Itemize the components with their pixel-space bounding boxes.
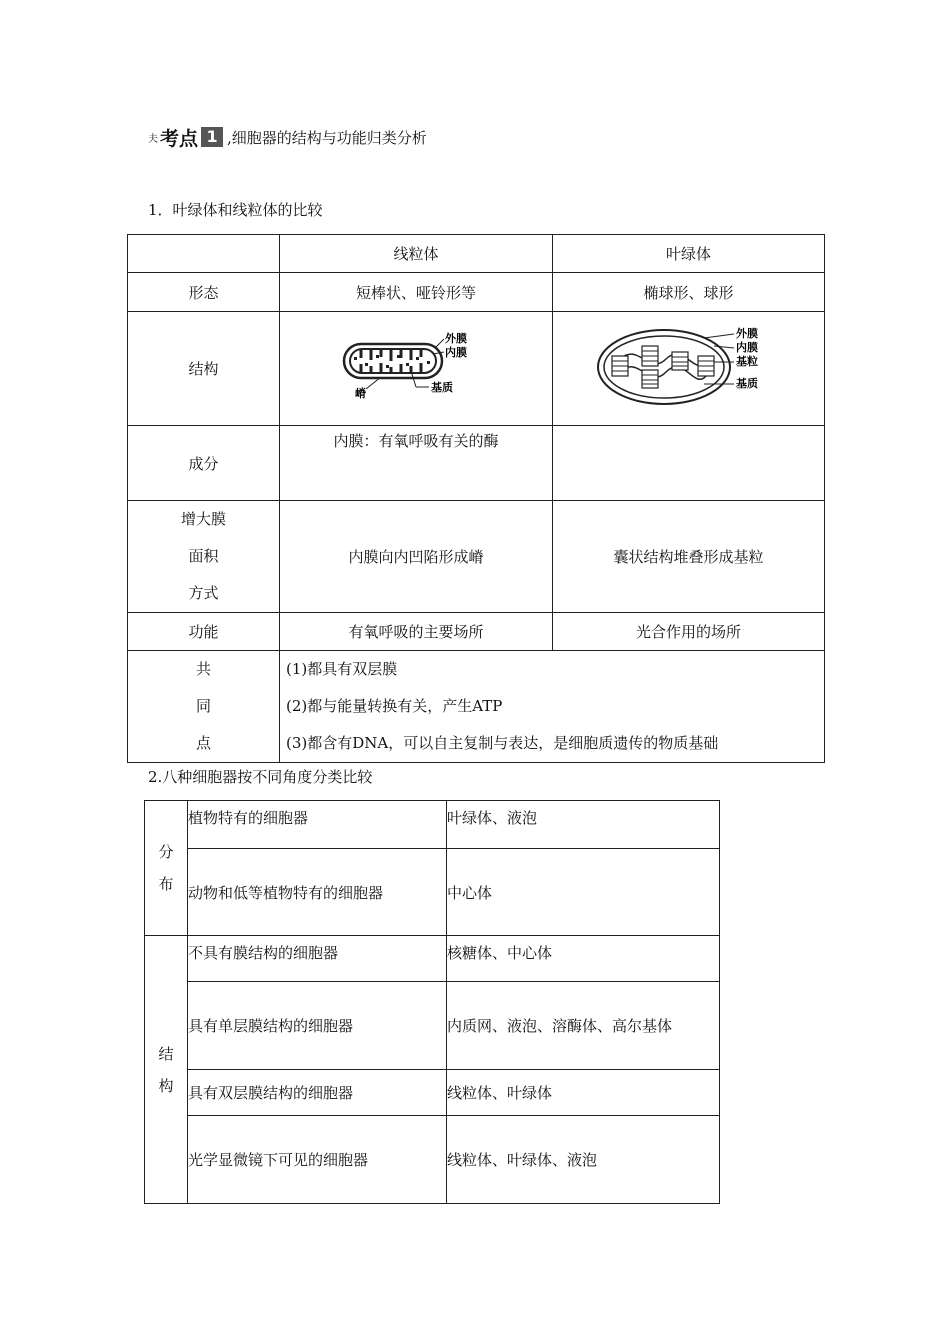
row-label-structure: 结构 [128, 312, 280, 426]
row-label-component: 成分 [128, 426, 280, 501]
table-row [145, 1070, 720, 1116]
heading-prefix: 夫 [148, 133, 158, 145]
group-label-structure: 结 构 [145, 936, 188, 1204]
mito-component: 内膜：有氧呼吸有关的酶 [280, 426, 553, 501]
row-common [128, 651, 825, 763]
organelle-list: 叶绿体、液泡 [447, 801, 720, 849]
chloro-label-outer: 外膜 [735, 326, 758, 340]
common-points [280, 651, 825, 763]
header-mitochondria: 线粒体 [280, 235, 553, 273]
chloro-area: 囊状结构堆叠形成基粒 [553, 501, 825, 613]
row-label-area: 增大膜 面积 方式 [128, 501, 280, 613]
table-row [145, 982, 720, 1070]
row-structure [128, 312, 825, 426]
chloro-label-inner: 内膜 [735, 340, 758, 354]
mito-label-outer: 外膜 [445, 331, 467, 345]
table-row [145, 936, 720, 982]
chloro-shape: 椭球形、球形 [553, 273, 825, 312]
heading-label: 考点 [160, 127, 199, 150]
group-label-distribution: 分 布 [145, 801, 188, 936]
organelle-category: 植物特有的细胞器 [188, 801, 447, 849]
table-row [145, 801, 720, 849]
row-label-shape: 形态 [128, 273, 280, 312]
organelle-category: 不具有膜结构的细胞器 [188, 936, 447, 982]
organelle-category: 具有单层膜结构的细胞器 [188, 982, 447, 1070]
mito-label-inner: 内膜 [445, 345, 467, 359]
row-component [128, 426, 825, 501]
section2-title: 2.八种细胞器按不同角度分类比较 [148, 768, 373, 786]
row-function [128, 613, 825, 651]
mito-function: 有氧呼吸的主要场所 [280, 613, 553, 651]
classification-table [144, 800, 720, 1204]
row-label-function: 功能 [128, 613, 280, 651]
common-point: (1)都具有双层膜 [286, 660, 398, 678]
organelle-list: 线粒体、叶绿体、液泡 [447, 1116, 720, 1204]
table-header-row [128, 235, 825, 273]
mito-shape: 短棒状、哑铃形等 [280, 273, 553, 312]
comparison-table [127, 234, 825, 763]
chloro-function: 光合作用的场所 [553, 613, 825, 651]
chloro-component [553, 426, 825, 501]
chloro-diagram-cell [553, 312, 825, 426]
section1-title: 1．叶绿体和线粒体的比较 [148, 201, 323, 219]
common-point: (3)都含有DNA，可以自主复制与表达，是细胞质遗传的物质基础 [286, 734, 719, 752]
mito-area: 内膜向内凹陷形成嵴 [280, 501, 553, 613]
mito-label-cristae: 嵴 [355, 386, 366, 400]
chloro-label-stroma: 基质 [735, 376, 758, 390]
header-empty-cell [128, 235, 280, 273]
table-row [145, 1116, 720, 1204]
organelle-category: 具有双层膜结构的细胞器 [188, 1070, 447, 1116]
organelle-list: 核糖体、中心体 [447, 936, 720, 982]
row-area [128, 501, 825, 613]
table-row [145, 849, 720, 936]
row-label-common: 共 同 点 [128, 651, 280, 763]
mito-diagram-cell [280, 312, 553, 426]
row-shape [128, 273, 825, 312]
organelle-list: 线粒体、叶绿体 [447, 1070, 720, 1116]
heading-title: ,细胞器的结构与功能归类分析 [227, 128, 427, 147]
header-chloroplast: 叶绿体 [553, 235, 825, 273]
section-heading [148, 122, 427, 152]
mito-label-matrix: 基质 [431, 380, 453, 394]
organelle-list: 内质网、液泡、溶酶体、高尔基体 [447, 982, 720, 1070]
common-point: (2)都与能量转换有关，产生ATP [286, 697, 503, 715]
chloro-label-grana: 基粒 [735, 354, 758, 368]
organelle-list: 中心体 [447, 849, 720, 936]
mitochondria-diagram [341, 327, 491, 407]
organelle-category: 光学显微镜下可见的细胞器 [188, 1116, 447, 1204]
chloroplast-diagram [594, 324, 784, 410]
organelle-category: 动物和低等植物特有的细胞器 [188, 849, 447, 936]
heading-number-badge: 1 [201, 127, 223, 147]
